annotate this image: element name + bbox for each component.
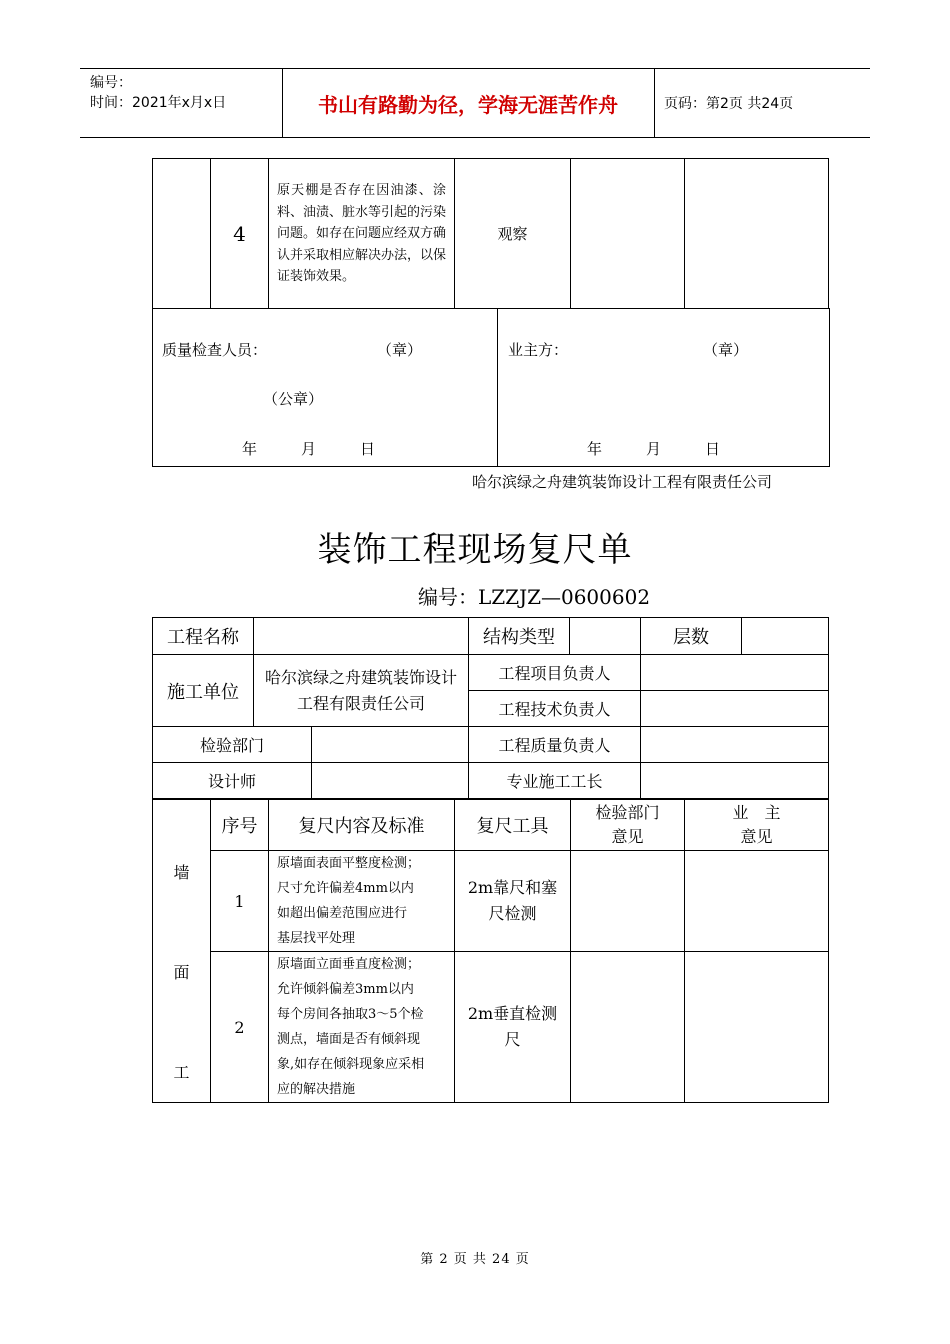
header-motto: 书山有路勤为径，学海无涯苦作舟 bbox=[318, 92, 618, 117]
row-content-1 bbox=[269, 851, 455, 952]
designer-field[interactable] bbox=[312, 763, 469, 799]
designer-label: 设计师 bbox=[153, 763, 312, 799]
table-row bbox=[153, 655, 829, 691]
header-dept-opinion-line2: 意见 bbox=[611, 827, 644, 846]
row-2-owner-opinion[interactable] bbox=[685, 952, 829, 1103]
inspection-dept-label: 检验部门 bbox=[153, 727, 312, 763]
row-tool-2: 2m垂直检测尺 bbox=[455, 952, 571, 1103]
page-footer: 第 2 页 共 24 页 bbox=[420, 1252, 530, 1267]
floors-field[interactable] bbox=[742, 618, 829, 655]
quality-manager-field[interactable] bbox=[641, 727, 829, 763]
row-2-line-1: 原墙面立面垂直度检测； bbox=[277, 957, 421, 972]
row-number: 4 bbox=[211, 159, 269, 309]
quality-manager-label: 工程质量负责人 bbox=[469, 727, 641, 763]
project-manager-field[interactable] bbox=[641, 655, 829, 691]
inspector-seal: （章） bbox=[377, 341, 423, 359]
table-row bbox=[153, 763, 829, 799]
construction-unit-value: 哈尔滨绿之舟建筑装饰设计工程有限责任公司 bbox=[254, 655, 469, 727]
section-char-3: 工 bbox=[173, 1063, 190, 1082]
row-2-line-6: 应的解决措施 bbox=[277, 1082, 356, 1097]
project-name-label: 工程名称 bbox=[153, 618, 254, 655]
blank-cell bbox=[153, 159, 211, 309]
header-time: 时间：2021年x月x日 bbox=[90, 95, 227, 111]
header-tool: 复尺工具 bbox=[455, 800, 571, 851]
row-1-line-1: 原墙面表面平整度检测； bbox=[277, 856, 421, 871]
row-2-line-3: 每个房间各抽取3～5个检 bbox=[277, 1007, 424, 1022]
technical-manager-field[interactable] bbox=[641, 691, 829, 727]
row-tool-1: 2m靠尺和塞尺检测 bbox=[455, 851, 571, 952]
check-method: 观察 bbox=[455, 159, 571, 309]
foreman-label: 专业施工工长 bbox=[469, 763, 641, 799]
section-char-2: 面 bbox=[173, 963, 190, 982]
owner-day: 日 bbox=[705, 440, 721, 458]
inspection-dept-field[interactable] bbox=[312, 727, 469, 763]
owner-year: 年 bbox=[587, 440, 603, 458]
project-info-table bbox=[152, 617, 829, 799]
dept-opinion-cell[interactable] bbox=[571, 159, 685, 309]
header-owner-opinion-line2: 意见 bbox=[740, 827, 773, 846]
company-line: 哈尔滨绿之舟建筑装饰设计工程有限责任公司 bbox=[472, 473, 773, 491]
row-content-2 bbox=[269, 952, 455, 1103]
owner-month: 月 bbox=[646, 440, 662, 458]
owner-label: 业主方： bbox=[508, 341, 569, 359]
header-owner-opinion-line1: 业 主 bbox=[732, 803, 781, 822]
form-code: 编号：LZZJZ—0600602 bbox=[418, 585, 651, 609]
table-row bbox=[153, 727, 829, 763]
inspector-year: 年 bbox=[242, 440, 258, 458]
foreman-field[interactable] bbox=[641, 763, 829, 799]
header-owner-opinion bbox=[685, 800, 829, 851]
row-seq-2: 2 bbox=[211, 952, 269, 1103]
page-header bbox=[80, 68, 870, 138]
project-name-field[interactable] bbox=[254, 618, 469, 655]
form-title: 装饰工程现场复尺单 bbox=[317, 530, 633, 570]
owner-seal: （章） bbox=[703, 341, 749, 359]
row-2-dept-opinion[interactable] bbox=[571, 952, 685, 1103]
header-page-number: 页码：第2页 共24页 bbox=[664, 96, 794, 112]
row-1-line-4: 基层找平处理 bbox=[277, 931, 356, 946]
section-label-wall bbox=[153, 800, 211, 1103]
table-row bbox=[153, 851, 829, 952]
row-1-line-3: 如超出偏差范围应进行 bbox=[277, 906, 408, 921]
technical-manager-label: 工程技术负责人 bbox=[469, 691, 641, 727]
table-row bbox=[153, 618, 829, 655]
ceiling-check-table bbox=[152, 158, 829, 309]
structure-type-field[interactable] bbox=[570, 618, 641, 655]
table-row bbox=[153, 159, 829, 309]
official-seal: （公章） bbox=[263, 390, 324, 408]
row-2-line-5: 象,如存在倾斜现象应采相 bbox=[277, 1057, 425, 1072]
header-seq: 序号 bbox=[211, 800, 269, 851]
header-content: 复尺内容及标准 bbox=[269, 800, 455, 851]
row-1-line-2: 尺寸允许偏差4mm以内 bbox=[277, 881, 414, 896]
header-meta bbox=[90, 73, 226, 113]
inspector-month: 月 bbox=[301, 440, 317, 458]
construction-unit-label: 施工单位 bbox=[153, 655, 254, 727]
project-manager-label: 工程项目负责人 bbox=[469, 655, 641, 691]
row-1-owner-opinion[interactable] bbox=[685, 851, 829, 952]
table-row bbox=[153, 800, 829, 851]
header-dept-opinion bbox=[571, 800, 685, 851]
row-1-dept-opinion[interactable] bbox=[571, 851, 685, 952]
header-number: 编号： bbox=[90, 75, 132, 91]
row-2-line-2: 允许倾斜偏差3mm以内 bbox=[277, 982, 414, 997]
floors-label: 层数 bbox=[641, 618, 742, 655]
wall-measure-table bbox=[152, 799, 829, 1103]
table-row bbox=[153, 952, 829, 1103]
section-char-1: 墙 bbox=[173, 863, 190, 882]
signature-block bbox=[152, 308, 830, 467]
header-dept-opinion-line1: 检验部门 bbox=[595, 803, 660, 822]
check-description: 原天棚是否存在因油漆、涂料、油渍、脏水等引起的污染问题。如存在问题应经双方确认并采取相应解决办法，以保证装饰效果。 bbox=[269, 159, 455, 309]
row-seq-1: 1 bbox=[211, 851, 269, 952]
inspector-day: 日 bbox=[360, 440, 376, 458]
inspector-label: 质量检查人员： bbox=[162, 341, 268, 359]
row-2-line-4: 测点，墙面是否有倾斜现 bbox=[277, 1032, 421, 1047]
owner-opinion-cell[interactable] bbox=[685, 159, 829, 309]
structure-type-label: 结构类型 bbox=[469, 618, 570, 655]
